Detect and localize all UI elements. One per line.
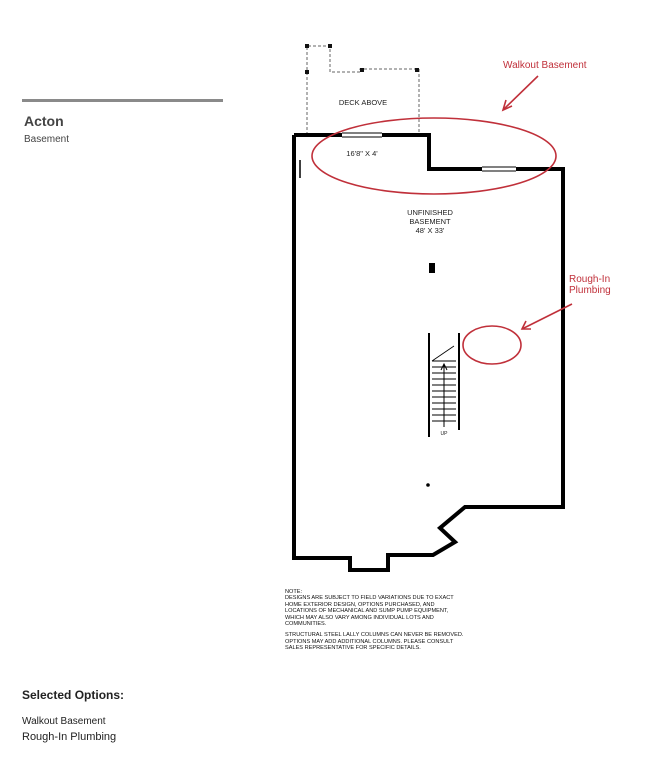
- plan-note: [285, 589, 465, 657]
- basement-label: UNFINISHED BASEMENT: [407, 208, 453, 226]
- selected-option-item: Walkout Basement: [22, 716, 106, 727]
- walkout-annotation-label: Walkout Basement: [503, 60, 587, 71]
- selected-options-title: Selected Options:: [22, 688, 125, 702]
- selected-option-item: Rough-In Plumbing: [22, 731, 117, 743]
- note-heading: NOTE:: [285, 589, 303, 595]
- wall-openings: [300, 132, 516, 178]
- note-paragraph-2: STRUCTURAL STEEL LALLY COLUMNS CAN NEVER BE REMOVED. OPTIONS MAY ADD ADDITIONAL COLUMNS. PLEASE CONSULT SALES REPRESENTATIVE FOR SPECIFIC DETAILS.: [285, 632, 464, 652]
- rough-in-annotation-marks: [463, 304, 572, 364]
- lally-columns: [426, 263, 435, 487]
- level-name: Basement: [24, 134, 70, 145]
- deck-label: DECK ABOVE: [338, 98, 388, 107]
- model-name: Acton: [24, 113, 64, 129]
- deck-outline: [307, 46, 419, 135]
- rough-in-annotation-label: Rough-In Plumbing: [569, 274, 611, 296]
- basement-dims: 48' X 33': [415, 226, 445, 235]
- stairs: [429, 333, 459, 437]
- note-paragraph-1: DESIGNS ARE SUBJECT TO FIELD VARIATIONS DUE TO EXACT HOME EXTERIOR DESIGN, OPTIONS PURCHASED, AND LOCATIONS OF MECHANICAL AND SUMP PUMP EQUIPMENT, WHICH MAY ALSO VARY AMONG INDIVIDUAL LOTS AND COMMUNITIES.: [285, 595, 454, 628]
- stair-label: UP: [440, 431, 448, 437]
- walkout-dims: 16'8" X 4': [346, 149, 378, 158]
